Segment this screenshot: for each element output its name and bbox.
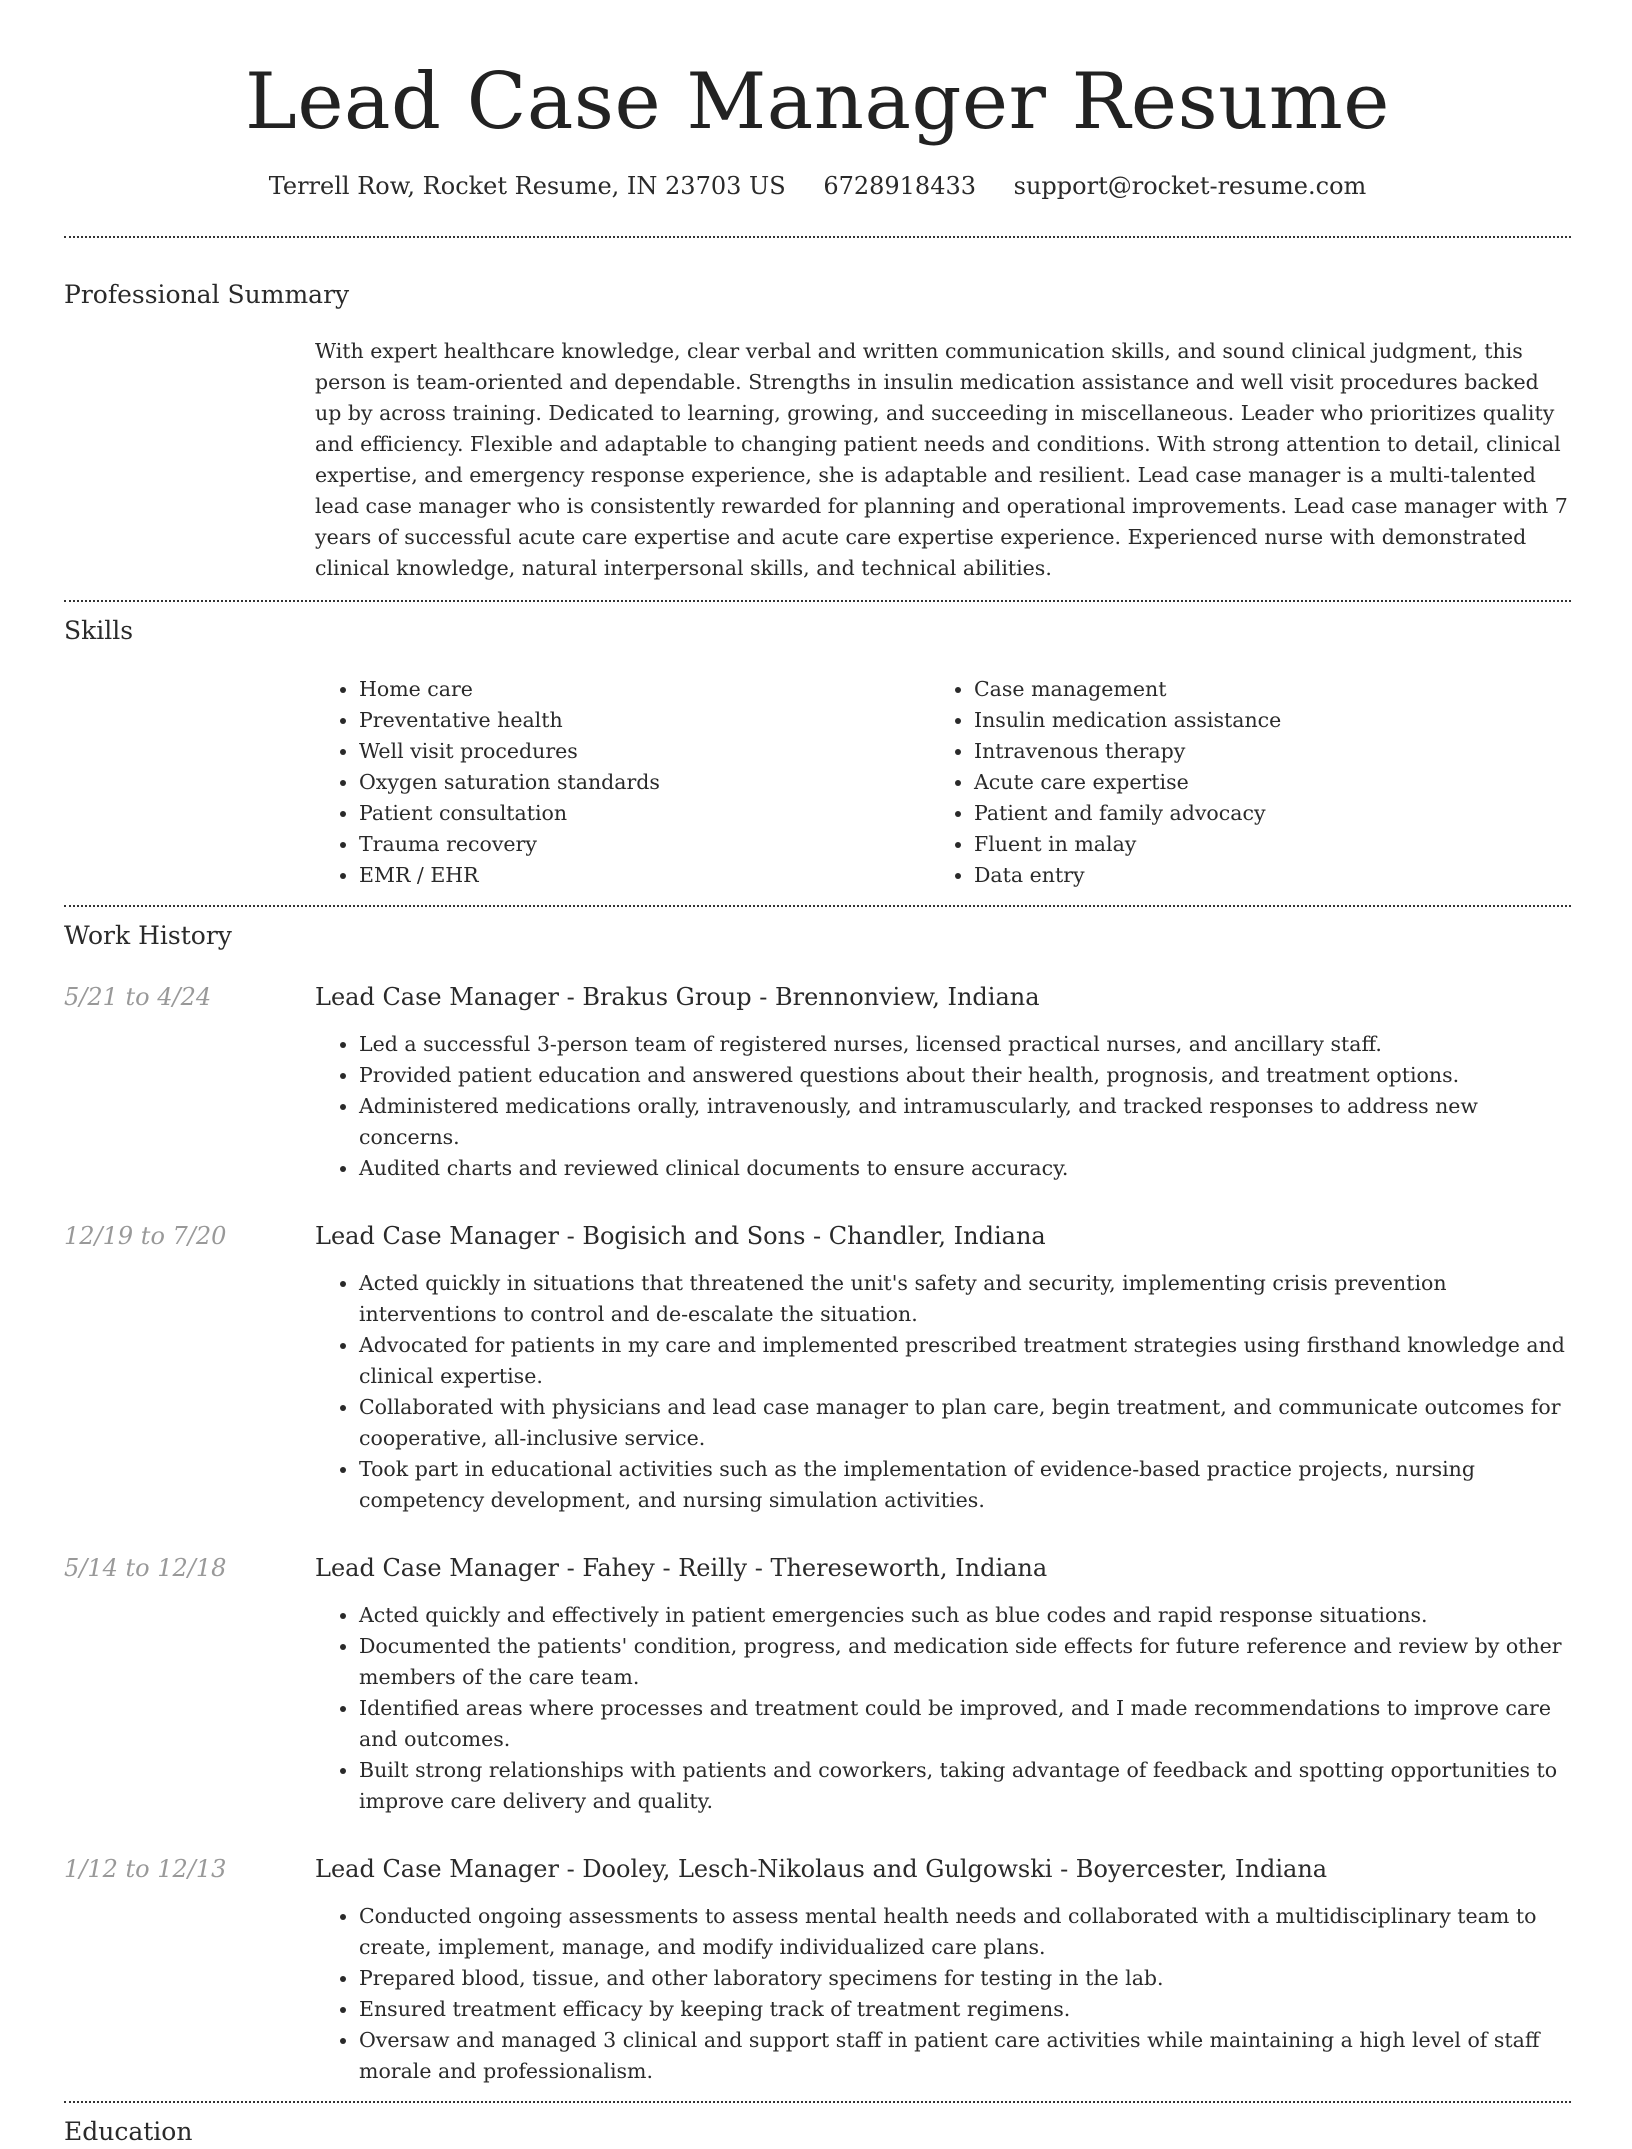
skill-item: • Trauma recovery — [359, 829, 930, 860]
summary-heading: Professional Summary — [64, 280, 350, 309]
contact-phone: 6728918433 — [823, 172, 977, 200]
job-bullet: • Ensured treatment efficacy by keeping track of treatment regimens. — [359, 1994, 1571, 2025]
job-bullet: • Collaborated with physicians and lead case manager to plan care, begin treatment, and communicate outcomes for cooperative, all-inclusive service. — [359, 1392, 1571, 1454]
job-bullet: • Administered medications orally, intravenously, and intramuscularly, and tracked responses to address new concerns. — [359, 1091, 1571, 1153]
skill-item: • Data entry — [974, 860, 1545, 891]
job-bullets — [315, 1600, 1571, 1817]
contact-email: support@rocket-resume.com — [1013, 172, 1367, 200]
skill-item: • EMR / EHR — [359, 860, 930, 891]
skill-item: • Well visit procedures — [359, 736, 930, 767]
job-bullet: • Conducted ongoing assessments to assess mental health needs and collaborated with a multidisciplinary team to create, implement, manage, and modify individualized care plans. — [359, 1901, 1571, 1963]
skill-item: • Patient consultation — [359, 798, 930, 829]
summary-section — [64, 238, 1571, 584]
job-entry — [64, 1853, 1571, 2087]
job-bullet: • Documented the patients' condition, progress, and medication side effects for future reference and review by other members of the care team. — [359, 1631, 1571, 1693]
job-bullet: • Took part in educational activities such as the implementation of evidence-based practice projects, nursing competency development, and nursing simulation activities. — [359, 1454, 1571, 1516]
job-entry — [64, 1220, 1571, 1516]
job-bullet: • Identified areas where processes and treatment could be improved, and I made recommendations to improve care and outcomes. — [359, 1693, 1571, 1755]
resume-page — [64, 0, 1571, 2149]
skill-item: • Patient and family advocacy — [974, 798, 1545, 829]
skill-item: • Oxygen saturation standards — [359, 767, 930, 798]
job-bullet: • Built strong relationships with patients and coworkers, taking advantage of feedback and spotting opportunities to improve care delivery and quality. — [359, 1755, 1571, 1817]
skills-list-left — [315, 674, 930, 891]
job-bullet: • Provided patient education and answered questions about their health, prognosis, and treatment options. — [359, 1060, 1571, 1091]
education-section — [64, 2103, 1571, 2149]
job-date: 1/12 to 12/13 — [64, 1855, 227, 1883]
job-title: Lead Case Manager - Fahey - Reilly - Thereseworth, Indiana — [315, 1554, 1048, 1582]
contact-line — [64, 170, 1571, 202]
skill-item: • Case management — [974, 674, 1545, 705]
job-bullet: • Audited charts and reviewed clinical documents to ensure accuracy. — [359, 1153, 1571, 1184]
job-date: 12/19 to 7/20 — [64, 1222, 227, 1250]
skill-item: • Preventative health — [359, 705, 930, 736]
work-history-section — [64, 907, 1571, 2087]
skills-columns — [315, 674, 1571, 891]
skills-list-right — [930, 674, 1545, 891]
skill-item: • Acute care expertise — [974, 767, 1545, 798]
job-bullet: • Led a successful 3-person team of registered nurses, licensed practical nurses, and ancillary staff. — [359, 1029, 1571, 1060]
summary-text: With expert healthcare knowledge, clear verbal and written communication skills, and sound clinical judgment, this person is team-oriented and dependable. Strengths in insulin medication assistance and well visit procedures backed up by across training. Dedicated to learning, growing, and succeeding in miscellaneous. Leader who prioritizes quality and efficiency. Flexible and adaptable to changing patient needs and conditions. With strong attention to detail, clinical expertise, and emergency response experience, she is adaptable and resilient. Lead case manager is a multi-talented lead case manager who is consistently rewarded for planning and operational improvements. Lead case manager with 7 years of successful acute care expertise and acute care expertise experience. Experienced nurse with demonstrated clinical knowledge, natural interpersonal skills, and technical abilities. — [315, 339, 1568, 580]
job-bullets — [315, 1268, 1571, 1516]
job-title: Lead Case Manager - Dooley, Lesch-Nikolaus and Gulgowski - Boyercester, Indiana — [315, 1855, 1328, 1883]
job-entry — [64, 1552, 1571, 1817]
skill-item: • Home care — [359, 674, 930, 705]
skill-item: • Fluent in malay — [974, 829, 1545, 860]
job-title: Lead Case Manager - Brakus Group - Brennonview, Indiana — [315, 983, 1040, 1011]
page-title: Lead Case Manager Resume — [245, 57, 1390, 147]
job-bullet: • Advocated for patients in my care and implemented prescribed treatment strategies using firsthand knowledge and clinical expertise. — [359, 1330, 1571, 1392]
job-date: 5/14 to 12/18 — [64, 1554, 227, 1582]
job-bullets — [315, 1029, 1571, 1184]
skills-section — [64, 602, 1571, 891]
job-bullets — [315, 1901, 1571, 2087]
education-heading: Education — [64, 2117, 193, 2146]
job-bullet: • Prepared blood, tissue, and other laboratory specimens for testing in the lab. — [359, 1963, 1571, 1994]
skills-heading: Skills — [64, 616, 134, 645]
job-entry — [64, 981, 1571, 1184]
skill-item: • Insulin medication assistance — [974, 705, 1545, 736]
job-title: Lead Case Manager - Bogisich and Sons - Chandler, Indiana — [315, 1222, 1046, 1250]
job-date: 5/21 to 4/24 — [64, 983, 212, 1011]
skill-item: • Intravenous therapy — [974, 736, 1545, 767]
job-bullet: • Acted quickly in situations that threatened the unit's safety and security, implementing crisis prevention interventions to control and de-escalate the situation. — [359, 1268, 1571, 1330]
job-bullet: • Acted quickly and effectively in patient emergencies such as blue codes and rapid response situations. — [359, 1600, 1571, 1631]
work-history-heading: Work History — [64, 921, 232, 950]
job-bullet: • Oversaw and managed 3 clinical and support staff in patient care activities while maintaining a high level of staff morale and professionalism. — [359, 2025, 1571, 2087]
contact-address: Terrell Row, Rocket Resume, IN 23703 US — [268, 172, 786, 200]
